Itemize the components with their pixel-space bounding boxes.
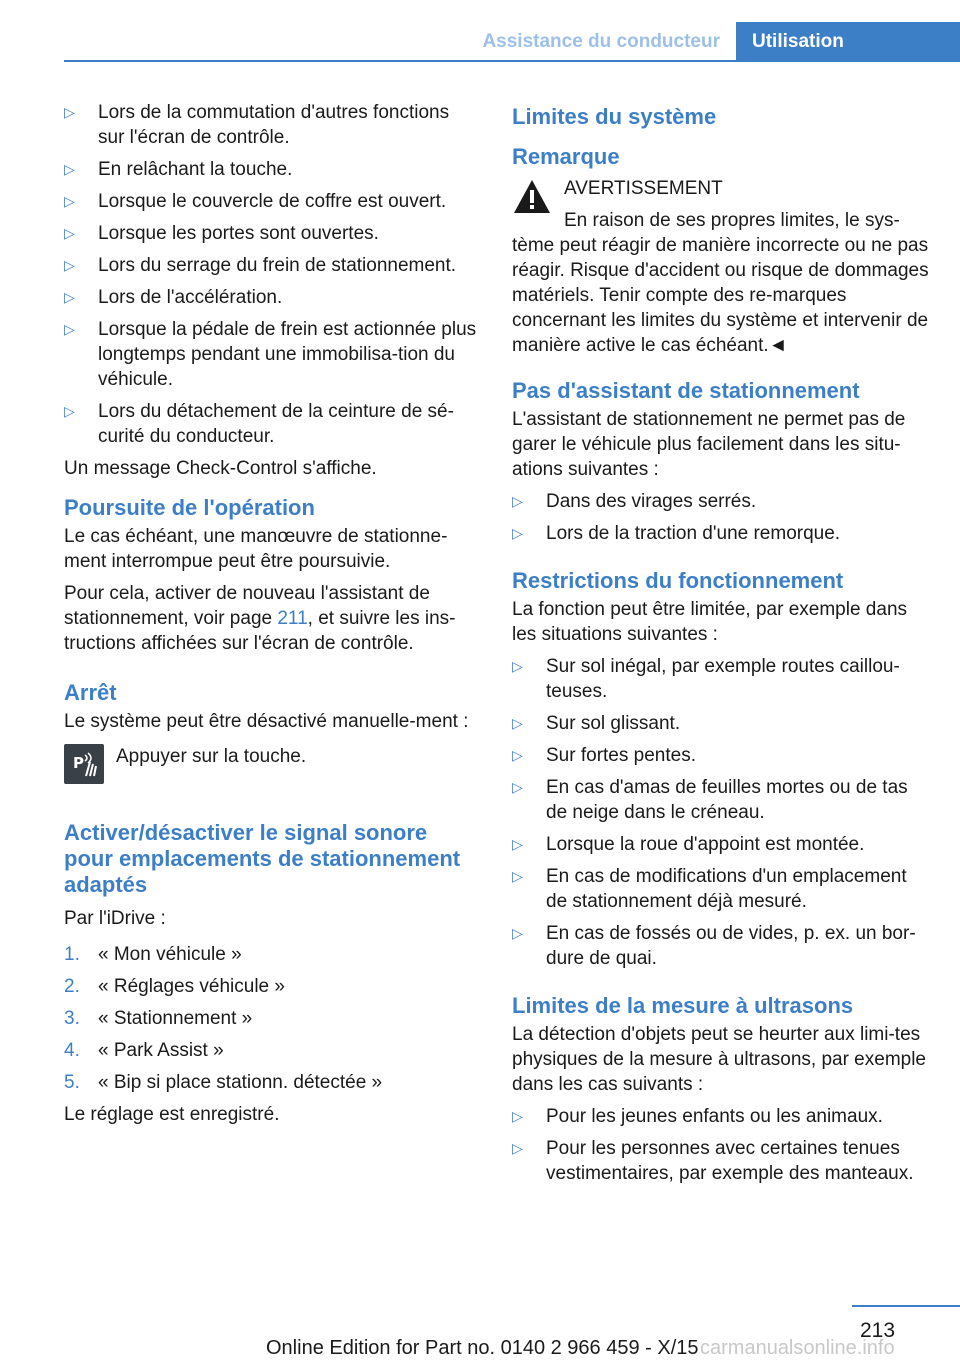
check-control-text: Un message Check-Control s'affiche. [64,458,377,479]
list-item: ▷ Lors du serrage du frein de stationnement. [64,255,457,276]
heading-poursuite: Poursuite de l'opération [64,495,315,520]
heading-restrictions: Restrictions du fonctionnement [512,568,844,593]
warning-text: En raison de ses propres limites, le sys-tème peut réagir de manière incorrecte ou ne pas réagir. Risque d'accident ou risque de dommages matériels. Tenir compte des re-marques concernant les limites du système et intervenir de manière active le cas échéant.◄ [512,210,929,356]
park-assist-button-icon [64,744,104,784]
list-item: ▷ Lors de l'accélération. [64,287,283,308]
edition-note: Online Edition for Part no. 0140 2 966 459 - X/15 [266,1337,699,1359]
running-header-tab: Utilisation [736,22,960,62]
triangle-bullet-icon: ▷ [64,193,75,209]
list-item: ▷ En cas d'amas de feuilles mortes ou de tas de neige dans le créneau. [512,777,908,823]
triangle-bullet-icon: ▷ [64,289,75,305]
list-item: ▷ Lorsque les portes sont ouvertes. [64,223,379,244]
warning-block [512,176,932,358]
heading-arret: Arrêt [64,680,117,705]
button-instruction [64,744,478,788]
paragraph: La détection d'objets peut se heurter aux limi-tes physiques de la mesure à ultrasons, par exemple dans les cas suivants : [512,1024,927,1095]
triangle-bullet-icon: ▷ [512,525,523,541]
heading-ultrasons: Limites de la mesure à ultrasons [512,993,854,1018]
triangle-bullet-icon: ▷ [512,925,523,941]
list-item: ▷ Lors de la traction d'une remorque. [512,523,841,544]
paragraph: Le système peut être désactivé manuelle-ment : [64,711,469,732]
paragraph: La fonction peut être limitée, par exemple dans les situations suivantes : [512,599,908,645]
triangle-bullet-icon: ▷ [64,161,75,177]
triangle-bullet-icon: ▷ [512,868,523,884]
list-item: ▷ Lorsque la roue d'appoint est montée. [512,834,865,855]
page-number: 213 [860,1319,896,1342]
paragraph: Le cas échéant, une manœuvre de stationne-ment interrompue peut être poursuivie. [64,526,448,572]
step-item: 5. « Bip si place stationn. détectée » [64,1072,383,1093]
step-item: 2. « Réglages véhicule » [64,976,285,997]
list-item: ▷ Sur sol glissant. [512,713,681,734]
list-item: ▷ Pour les personnes avec certaines tenues vestimentaires, par exemple des manteaux. [512,1138,914,1184]
list-item: ▷ En cas de modifications d'un emplacement de stationnement déjà mesuré. [512,866,907,912]
instruction-text: Appuyer sur la touche. [116,746,307,767]
header-rule [64,60,960,62]
page-link[interactable]: 211 [277,608,308,629]
triangle-bullet-icon: ▷ [512,715,523,731]
list-item: ▷ Lors de la commutation d'autres fonctions sur l'écran de contrôle. [64,102,450,148]
list-item: ▷ Dans des virages serrés. [512,491,757,512]
paragraph: Par l'iDrive : [64,908,166,929]
list-item: ▷ Pour les jeunes enfants ou les animaux. [512,1106,883,1127]
warning-label: AVERTISSEMENT [564,178,723,199]
triangle-bullet-icon: ▷ [512,836,523,852]
step-item: 4. « Park Assist » [64,1040,224,1061]
triangle-bullet-icon: ▷ [64,225,75,241]
triangle-bullet-icon: ▷ [512,1108,523,1124]
triangle-bullet-icon: ▷ [512,779,523,795]
triangle-bullet-icon: ▷ [512,493,523,509]
heading-limites-systeme: Limites du système [512,104,717,129]
watermark: carmanualsonline.info [700,1337,895,1359]
triangle-bullet-icon: ▷ [512,1140,523,1156]
footer-rule [852,1305,960,1307]
step-item: 1. « Mon véhicule » [64,944,242,965]
step-item: 3. « Stationnement » [64,1008,253,1029]
triangle-bullet-icon: ▷ [64,104,75,120]
triangle-bullet-icon: ▷ [64,403,75,419]
triangle-bullet-icon: ▷ [512,658,523,674]
heading-pas-assistant: Pas d'assistant de stationnement [512,378,860,403]
paragraph: L'assistant de stationnement ne permet pas de garer le véhicule plus facilement dans les situ-ations suivantes : [512,409,906,480]
svg-text:P: P [73,754,84,772]
list-item: ▷ Sur fortes pentes. [512,745,696,766]
list-item: ▷ Lors du détachement de la ceinture de sé-curité du conducteur. [64,401,454,447]
warning-triangle-icon [512,178,552,216]
list-item: ▷ En relâchant la touche. [64,159,293,180]
heading-remarque: Remarque [512,144,620,169]
triangle-bullet-icon: ▷ [64,321,75,337]
paragraph: Le réglage est enregistré. [64,1104,280,1125]
heading-signal-sonore: Activer/désactiver le signal sonore pour emplacements de stationnement adaptés [64,820,461,897]
list-item: ▷ En cas de fossés ou de vides, p. ex. un bor-dure de quai. [512,923,916,969]
triangle-bullet-icon: ▷ [512,747,523,763]
list-item: ▷ Lorsque le couvercle de coffre est ouvert. [64,191,447,212]
left-column [64,100,478,1134]
right-column [512,100,932,1193]
list-item: ▷ Sur sol inégal, par exemple routes caillou-teuses. [512,656,900,702]
paragraph: Pour cela, activer de nouveau l'assistant de stationnement, voir page 211, et suivre les ins-tructions affichées sur l'écran de contrôle. [64,583,456,654]
list-item: ▷ Lorsque la pédale de frein est actionnée plus longtemps pendant une immobilisa-tion du véhicule. [64,319,477,390]
running-header-section: Assistance du conducteur [482,31,720,52]
triangle-bullet-icon: ▷ [64,257,75,273]
